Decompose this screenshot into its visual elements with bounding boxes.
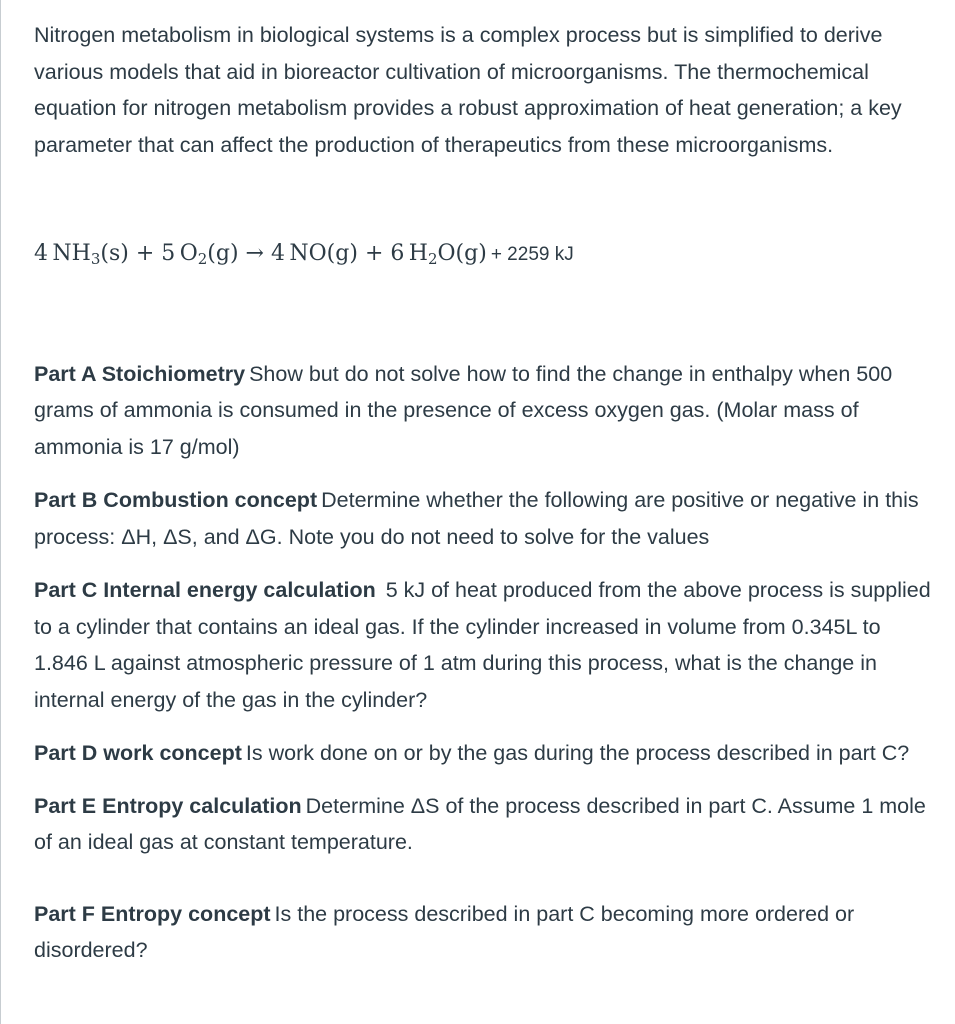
part-f-text: Is the process described in part C becoming more ordered or disordered? <box>34 901 855 962</box>
ammonia-formula: NH <box>52 241 91 266</box>
intro-paragraph: Nitrogen metabolism in biological systems is a complex process but is simplified to derive various models that aid in bioreactor cultivation of microorganisms. The thermochemical equation for nitrogen metabolism provides a robust approximation of heat generation; a key parameter that can affect the production of therapeutics from these microorganisms. <box>34 23 902 157</box>
question-body <box>34 17 939 986</box>
part-a-title: Part A Stoichiometry <box>34 361 246 386</box>
part-e-text: Determine ΔS of the process described in part C. Assume 1 mole of an ideal gas at constant temperature. <box>34 793 926 854</box>
oxygen-subscript: 2 <box>197 250 208 268</box>
reaction-arrow: → <box>245 241 264 266</box>
part-b <box>34 482 939 555</box>
coef-ammonia: 4 <box>34 241 48 266</box>
coef-water: 6 <box>390 241 405 266</box>
part-d-title: Part D work concept <box>34 741 242 765</box>
coef-nitric-oxide: 4 <box>270 241 285 266</box>
coef-oxygen: 5 <box>161 241 176 266</box>
water-subscript: 2 <box>427 250 438 268</box>
water-state: O(g) <box>437 241 487 266</box>
part-f <box>34 896 939 969</box>
oxygen-state: (g) <box>207 241 239 266</box>
part-d <box>34 735 939 772</box>
left-border <box>0 0 1 1024</box>
part-c-title: Part C Internal energy calculation <box>34 578 376 602</box>
ammonia-subscript: 3 <box>90 250 101 268</box>
part-a <box>34 356 939 466</box>
part-b-text: Determine whether the following are positive or negative in this process: ΔH, ΔS, and ΔG. Note you do not need to solve for the values <box>34 488 919 549</box>
part-e <box>34 788 939 861</box>
ammonia-state: (s) <box>100 241 129 266</box>
water-formula: H <box>408 241 428 266</box>
thermochemical-equation <box>34 235 939 274</box>
part-a-text: Show but do not solve how to find the change in enthalpy when 500 grams of ammonia is consumed in the presence of excess oxygen gas. (Molar mass of ammonia is 17 g/mol) <box>34 361 893 459</box>
part-b-title: Part B Combustion concept <box>34 488 318 512</box>
reaction-energy: + 2259 kJ <box>490 244 574 265</box>
plus-sign: + <box>364 241 384 266</box>
equation-math <box>34 241 487 266</box>
plus-sign: + <box>135 241 155 266</box>
part-f-title: Part F Entropy concept <box>34 901 271 926</box>
nitric-oxide-formula: NO(g) <box>289 241 358 266</box>
part-c <box>34 572 939 718</box>
oxygen-formula: O <box>179 241 198 266</box>
part-d-text: Is work done on or by the gas during the process described in part C? <box>245 741 910 765</box>
part-c-text: 5 kJ of heat produced from the above process is supplied to a cylinder that contains an ideal gas. If the cylinder increased in volume from 0.345L to 1.846 L against atmospheric pressure of 1 atm during this process, what is the change in internal energy of the gas in the cylinder? <box>34 578 931 712</box>
part-e-title: Part E Entropy calculation <box>34 793 302 818</box>
